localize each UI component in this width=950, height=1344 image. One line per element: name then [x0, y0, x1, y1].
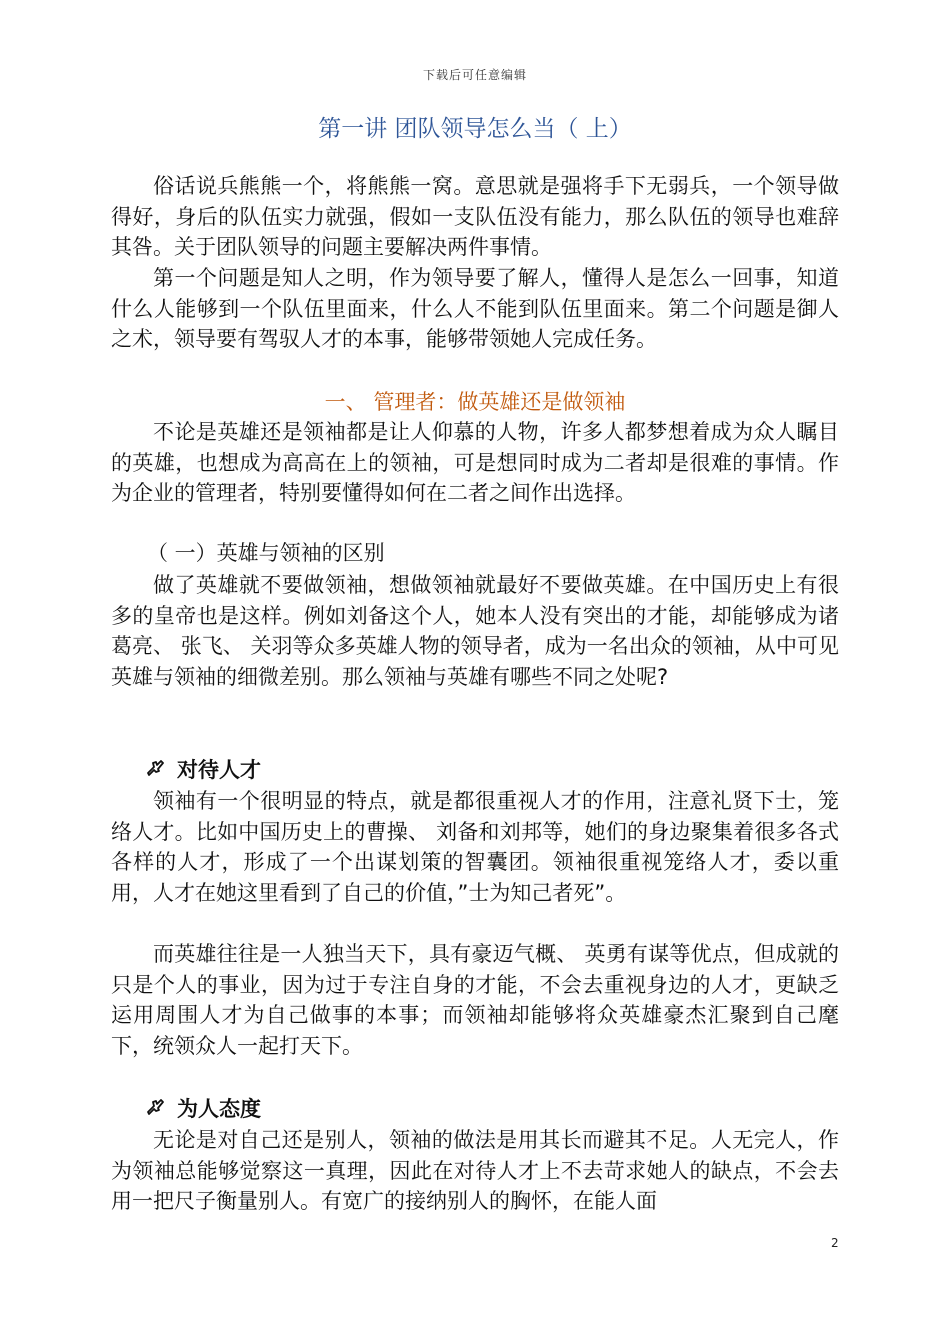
- paragraph-intro: 俗话说兵熊熊一个，将熊熊一窝。意思就是强将手下无弱兵，一个领导做得好，身后的队伍实力就强，假如一支队伍没有能力，那么队伍的领导也难辞其咎。关于团队领导的问题主要解决两件事情。: [111, 174, 839, 259]
- header-note: 下载后可任意编辑: [422, 68, 527, 82]
- paragraph-liubei: 做了英雄就不要做领袖，想做领袖就最好不要做英雄。在中国历史上有很多的皇帝也是这样。例如刘备这个人，她本人没有突出的才能，却能够成为诸葛亮、 张飞、 关羽等众多英雄人物的领导者，成为一名出众的领袖，从中可见英雄与领袖的细微差别。那么领袖与英雄有哪些不同之处呢?: [111, 573, 839, 689]
- bullet-heading-label: 为人态度: [177, 1097, 261, 1121]
- paragraph-use-strengths: 无论是对自己还是别人，领袖的做法是用其长而避其不足。人无完人，作为领袖总能够觉察这一真理，因此在对待人才上不去苛求她人的缺点，不会去用一把尺子衡量别人。有宽广的接纳别人的胸怀，在能人面: [111, 1128, 839, 1213]
- pointing-hand-icon: [145, 757, 165, 782]
- paragraph-hero-or-leader: 不论是英雄还是领袖都是让人仰慕的人物，许多人都梦想着成为众人瞩目的英雄，也想成为高高在上的领袖，可是想同时成为二者却是很难的事情。作为企业的管理者，特别要懂得如何在二者之间作出选择。: [111, 420, 839, 505]
- lecture-title: 第一讲 团队领导怎么当（ 上）: [318, 116, 632, 142]
- paragraph-hero-alone: 而英雄往往是一人独当天下，具有豪迈气概、 英勇有谋等优点，但成就的只是个人的事业，因为过于专注自身的才能，不会去重视身边的人才，更缺乏运用周围人才为自己做事的本事；而领袖却能够将众英雄豪杰汇聚到自己麾下，统领众人一起打天下。: [111, 942, 839, 1058]
- bullet-heading-attitude: [145, 1093, 261, 1123]
- pointing-hand-icon: [145, 1096, 165, 1121]
- paragraph-two-problems: 第一个问题是知人之明，作为领导要了解人，懂得人是怎么一回事，知道什么人能够到一个队伍里面来，什么人不能到队伍里面来。第二个问题是御人之术，领导要有驾驭人才的本事，能够带领她人完成任务。: [111, 266, 839, 351]
- bullet-heading-talent: [145, 754, 261, 784]
- subheading-difference: （ 一）英雄与领袖的区别: [147, 541, 385, 565]
- page-number: 2: [831, 1236, 839, 1250]
- section-heading-1: 一、 管理者：做英雄还是做领袖: [324, 390, 626, 414]
- paragraph-leader-talent: 领袖有一个很明显的特点，就是都很重视人才的作用，注意礼贤下士，笼络人才。比如中国历史上的曹操、 刘备和刘邦等，她们的身边聚集着很多各式各样的人才，形成了一个出谋划策的智囊团。领袖很重视笼络人才，委以重用，人才在她这里看到了自己的价值，”士为知己者死”。: [111, 789, 839, 905]
- bullet-heading-label: 对待人才: [177, 758, 261, 782]
